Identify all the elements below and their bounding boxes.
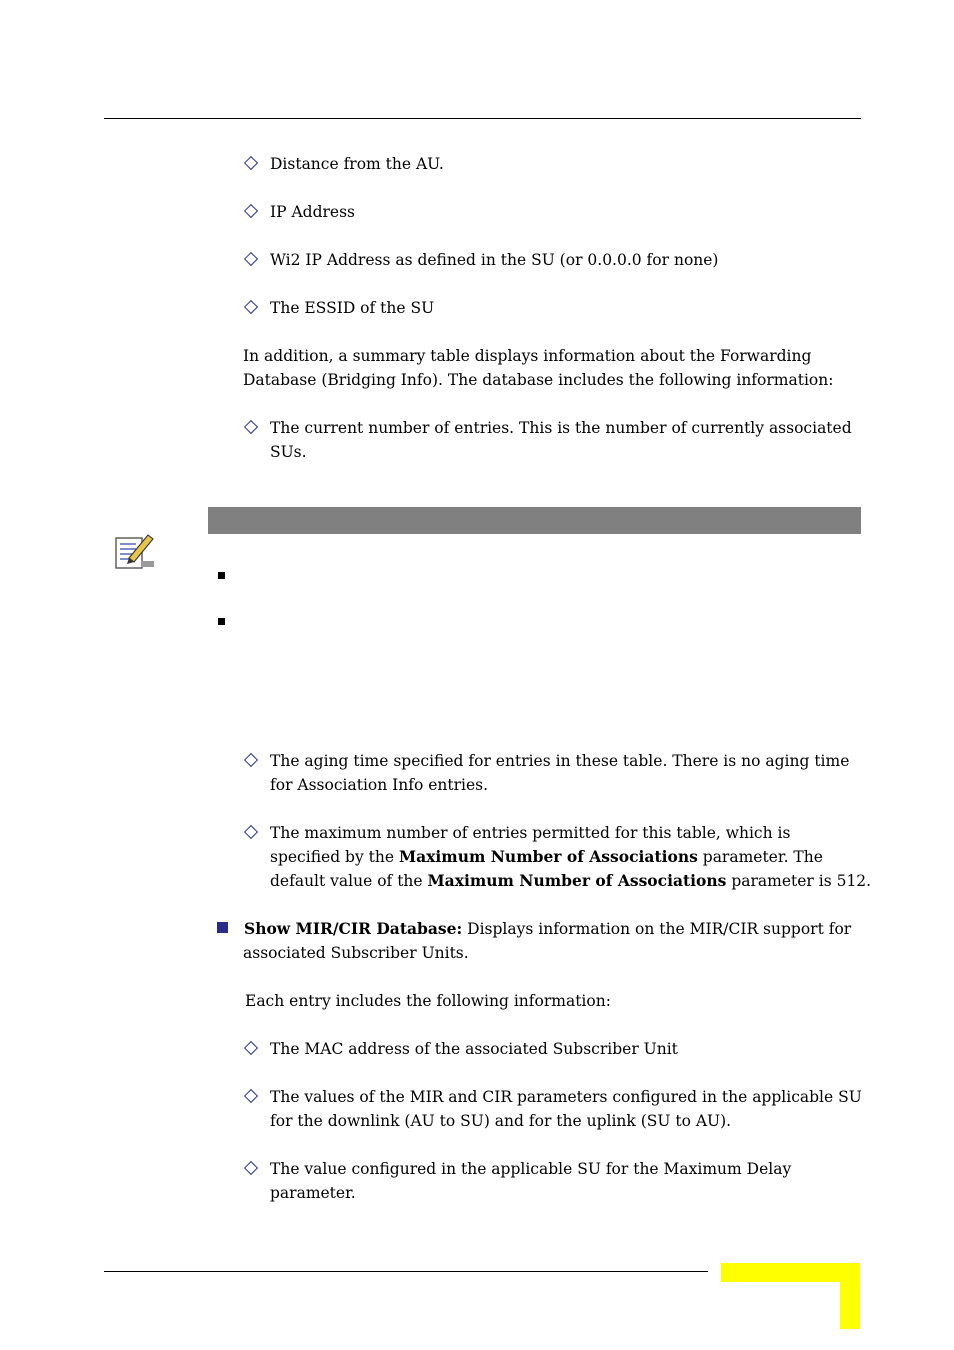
diamond-bullet-icon (244, 300, 258, 314)
list-item: SUs. (270, 443, 307, 461)
square-bullet-icon (218, 618, 225, 625)
list-item: The values of the MIR and CIR parameters configured in the applicable SU (270, 1088, 862, 1106)
list-item: Distance from the AU. (270, 155, 444, 173)
diamond-bullet-icon (244, 1161, 258, 1175)
list-item: The value configured in the applicable SU for the Maximum Delay (270, 1160, 792, 1178)
diamond-bullet-icon (244, 420, 258, 434)
footer-rule (104, 1271, 708, 1272)
square-bullet-icon (218, 572, 225, 579)
list-item: The ESSID of the SU (270, 299, 435, 317)
text-span: Displays information on the MIR/CIR support for (462, 920, 852, 938)
param-name: Maximum Number of Associations (398, 847, 698, 866)
param-name: Maximum Number of Associations (427, 871, 727, 890)
diamond-bullet-icon (244, 204, 258, 218)
list-item: IP Address (270, 203, 356, 221)
diamond-bullet-icon (244, 1089, 258, 1103)
text-span: parameter. The (697, 848, 823, 866)
header-rule (104, 118, 861, 119)
diamond-bullet-icon (244, 753, 258, 767)
paragraph-line: Each entry includes the following information: (245, 992, 611, 1010)
section-bullet-icon (217, 922, 228, 933)
list-item: parameter. (270, 1184, 356, 1202)
paragraph-line: In addition, a summary table displays information about the Forwarding (243, 347, 812, 365)
list-item: for the downlink (AU to SU) and for the uplink (SU to AU). (270, 1112, 732, 1130)
paragraph-line: Database (Bridging Info). The database includes the following information: (243, 371, 834, 389)
diamond-bullet-icon (244, 1041, 258, 1055)
diamond-bullet-icon (244, 252, 258, 266)
list-item: Wi2 IP Address as defined in the SU (or 0.0.0.0 for none) (270, 251, 719, 269)
page-tab-side (840, 1263, 860, 1329)
paragraph-line: associated Subscriber Units. (243, 944, 469, 962)
list-item: for Association Info entries. (270, 776, 489, 794)
list-item: The maximum number of entries permitted for this table, which is (270, 824, 791, 842)
section-heading-line (244, 917, 851, 941)
section-label: Show MIR/CIR Database: (244, 919, 463, 938)
list-item (270, 869, 871, 893)
list-item: The MAC address of the associated Subscriber Unit (270, 1040, 678, 1058)
diamond-bullet-icon (244, 825, 258, 839)
diamond-bullet-icon (244, 156, 258, 170)
page-tab (721, 1263, 860, 1329)
note-header-bar (208, 507, 861, 534)
text-span: default value of the (270, 872, 428, 890)
list-item: The aging time specified for entries in these table. There is no aging time (270, 752, 850, 770)
list-item: The current number of entries. This is the number of currently associated (270, 419, 852, 437)
list-item (270, 845, 823, 869)
text-span: specified by the (270, 848, 399, 866)
note-pencil-icon (114, 531, 156, 571)
text-span: parameter is 512. (726, 872, 872, 890)
